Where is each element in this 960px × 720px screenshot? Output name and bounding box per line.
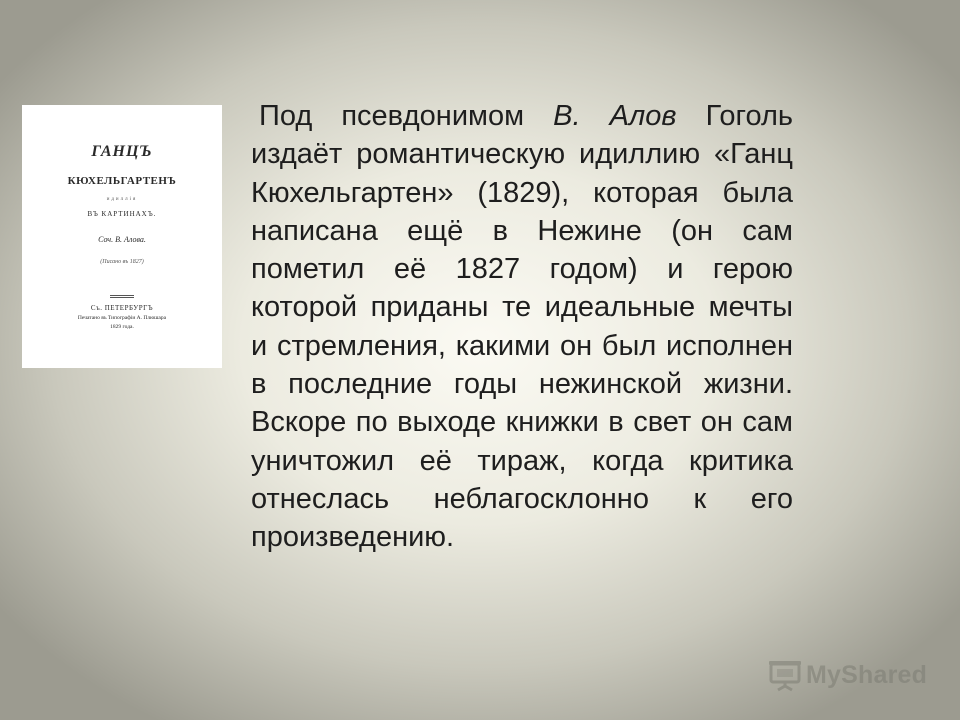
presentation-board-icon <box>768 658 802 692</box>
pseudonym-text: В. Алов <box>553 100 677 132</box>
body-text-part2: Гоголь издаёт романтическую идиллию «Ганц Кюхельгартен» (1829), которая была написана ещё в Нежине (он сам пометил её 1827 годом) и герою которой приданы те идеальные мечты и стремления, какими он был исполнен в последние годы нежинской жизни. Вскоре по выходе книжки в свет он сам уничтожил её тираж, когда критика отнеслась неблагосклонно к его произведению. <box>251 100 793 554</box>
cover-author: Соч. В. Алова. <box>98 235 146 244</box>
cover-genre-line2: ВЪ КАРТИНАХЪ. <box>87 210 157 218</box>
myshared-watermark <box>768 656 927 694</box>
cover-subtitle: КЮХЕЛЬГАРТЕНЪ <box>67 175 177 187</box>
watermark-label: MyShared <box>806 660 928 689</box>
cover-printer: Печатано въ Типографіи А. Плюшара <box>77 315 167 321</box>
cover-city: Съ. ПЕТЕРБУРГЪ <box>90 304 154 312</box>
cover-year-note: (Писано въ 1827) <box>100 259 144 265</box>
book-cover-image <box>22 105 222 368</box>
cover-genre: идиллія <box>106 197 138 202</box>
body-text-part1: Под псевдонимом <box>259 100 554 132</box>
cover-print-year: 1829 года. <box>110 324 134 330</box>
cover-divider <box>110 295 134 298</box>
cover-title: ГАНЦЪ <box>91 143 153 160</box>
slide-body-text <box>251 97 793 557</box>
